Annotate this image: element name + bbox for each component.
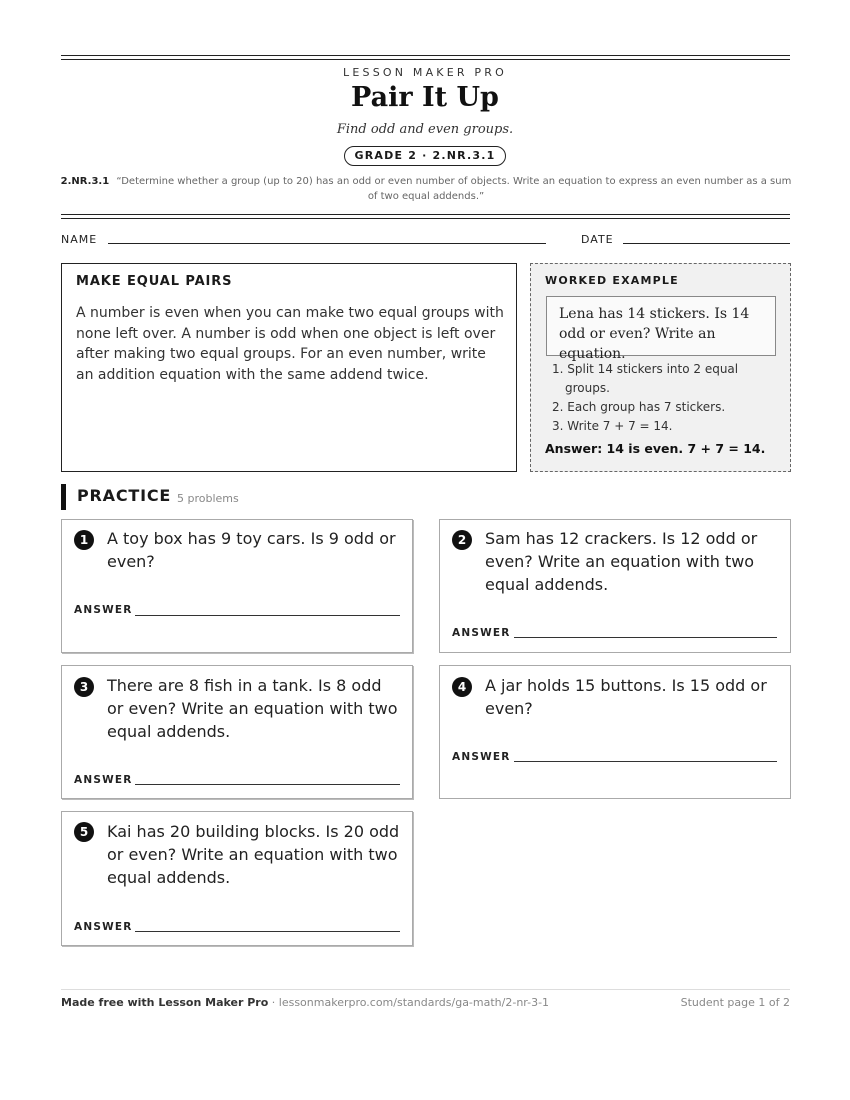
worked-example-step: 3. Write 7 + 7 = 14. xyxy=(552,419,673,433)
date-field[interactable] xyxy=(623,243,790,244)
worked-example-answer: Answer: 14 is even. 7 + 7 = 14. xyxy=(545,441,766,456)
worked-example-question: Lena has 14 stickers. Is 14 odd or even? Write an equation. xyxy=(546,296,776,356)
footer-credit xyxy=(61,996,549,1009)
answer-label: ANSWER xyxy=(74,921,133,933)
problem-number-badge: 3 xyxy=(74,677,94,697)
standard-text: “Determine whether a group (up to 20) has an odd or even number of objects. Write an equation to express an even number as a sum of two equal addends.” xyxy=(116,176,792,202)
answer-line[interactable] xyxy=(514,637,777,638)
answer-line[interactable] xyxy=(135,931,400,932)
problem-text: Kai has 20 building blocks. Is 20 odd or even? Write an equation with two equal addends. xyxy=(107,822,400,887)
problem-number-badge: 5 xyxy=(74,822,94,842)
problem-text: Sam has 12 crackers. Is 12 odd or even? Write an equation with two equal addends. xyxy=(485,529,758,594)
standard-code: 2.NR.3.1 xyxy=(60,176,110,187)
footer-url[interactable]: · lessonmakerpro.com/standards/ga-math/2-nr-3-1 xyxy=(268,996,550,1009)
answer-label: ANSWER xyxy=(74,774,133,786)
answer-label: ANSWER xyxy=(74,604,133,616)
section-rule xyxy=(61,214,790,215)
grade-badge: GRADE 2 · 2.NR.3.1 xyxy=(344,146,506,166)
answer-line[interactable] xyxy=(135,615,400,616)
concept-body: A number is even when you can make two equal groups with none left over. A number is odd when one object is left over after making two equal groups. For an even number, write an addition equation with the same addend twice. xyxy=(76,305,504,383)
problem-number-badge: 4 xyxy=(452,677,472,697)
problem-number-badge: 2 xyxy=(452,530,472,550)
problem-number-badge: 1 xyxy=(74,530,94,550)
worksheet-subtitle: Find odd and even groups. xyxy=(336,122,514,137)
worked-example-step: 2. Each group has 7 stickers. xyxy=(552,400,726,414)
footer-page-number: Student page 1 of 2 xyxy=(680,996,790,1009)
concept-heading: MAKE EQUAL PAIRS xyxy=(76,274,233,289)
worked-example-steps xyxy=(552,360,777,436)
date-label: DATE xyxy=(581,233,614,246)
answer-label: ANSWER xyxy=(452,627,511,639)
section-rule-thin xyxy=(61,218,790,219)
footer-rule xyxy=(61,989,790,990)
answer-label: ANSWER xyxy=(452,751,511,763)
problem-text: There are 8 fish in a tank. Is 8 odd or even? Write an equation with two equal addends. xyxy=(107,676,398,741)
practice-heading: PRACTICE xyxy=(77,486,172,505)
header-rule xyxy=(61,55,790,56)
footer-made-with: Made free with Lesson Maker Pro xyxy=(61,996,269,1009)
brand-name: LESSON MAKER PRO xyxy=(343,66,507,79)
worked-example-step: 1. Split 14 stickers into 2 equal groups. xyxy=(552,362,739,395)
answer-line[interactable] xyxy=(135,784,400,785)
standard-description xyxy=(60,174,792,204)
worksheet-title: Pair It Up xyxy=(351,82,499,113)
name-label: NAME xyxy=(61,233,98,246)
practice-count: 5 problems xyxy=(177,492,239,505)
name-field[interactable] xyxy=(108,243,546,244)
problem-text: A toy box has 9 toy cars. Is 9 odd or even? xyxy=(107,529,396,571)
answer-line[interactable] xyxy=(514,761,777,762)
practice-accent-bar xyxy=(61,484,66,510)
header-rule-thin xyxy=(61,59,790,60)
problem-text: A jar holds 15 buttons. Is 15 odd or even? xyxy=(485,676,767,718)
worked-example-heading: WORKED EXAMPLE xyxy=(545,274,679,287)
